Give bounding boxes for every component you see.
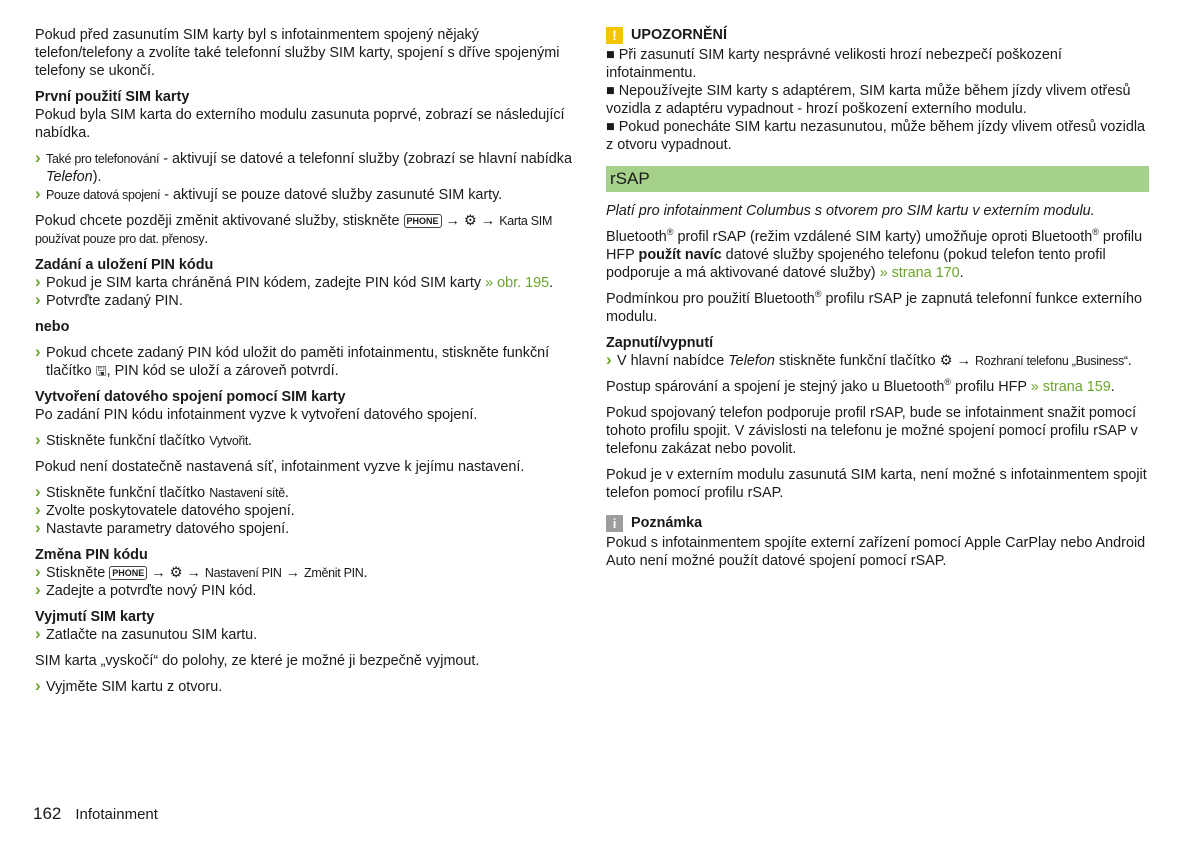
nebo-label: nebo	[35, 319, 70, 335]
phone-key-icon: PHONE	[109, 566, 147, 580]
heading-pin-change: Změna PIN kódu	[35, 547, 148, 563]
paragraph-network: Pokud není dostatečně nastavená síť, infotainment vyzve k jejímu nastavení.	[35, 459, 525, 475]
option-data-only: › Pouze datová spojení - aktivují se pouze datové služby zasunuté SIM karty.	[35, 186, 580, 204]
step-pin-change: › Stiskněte PHONE → ⚙ → Nastavení PIN → Změnit PIN.	[35, 564, 580, 582]
option-phone-and-data: › Také pro telefonování - aktivují se datové a telefonní služby (zobrazí se hlavní nabídka Telefon).	[35, 150, 580, 186]
paragraph-condition: Podmínkou pro použití Bluetooth® profilu rSAP je zapnutá telefonní funkce externího modulu.	[606, 289, 1142, 325]
paragraph-pairing: Postup spárování a spojení je stejný jako u Bluetooth® profilu HFP » strana 159.	[606, 377, 1115, 395]
step-confirm-pin: › Potvrďte zadaný PIN.	[35, 292, 580, 310]
paragraph-disconnect: Pokud před zasunutím SIM karty byl s infotainmentem spojený nějaký telefon/telefony a zvolíte také telefonní služby SIM karty, spojení s dříve spojenými telefony se ukončí.	[35, 27, 560, 79]
left-column	[35, 26, 580, 704]
right-column	[606, 26, 1149, 578]
paragraph-data-connection: Po zadání PIN kódu infotainment vyzve k vytvoření datového spojení.	[35, 407, 478, 423]
figure-link[interactable]: » obr. 195	[485, 275, 550, 291]
section-title-rsap: rSAP	[606, 166, 1149, 192]
intro-text: Platí pro infotainment Columbus s otvorem pro SIM kartu v externím modulu.	[606, 203, 1095, 219]
step-remove-sim: › Vyjměte SIM kartu z otvoru.	[35, 678, 580, 696]
heading-on-off: Zapnutí/vypnutí	[606, 335, 714, 351]
footer-section: Infotainment	[75, 806, 158, 823]
step-enter-pin: › Pokud je SIM karta chráněná PIN kódem, zadejte PIN kód SIM karty » obr. 195.	[35, 274, 580, 292]
warning-item: ■ Pokud ponecháte SIM kartu nezasunutou, může během jízdy vlivem otřesů vozidla z otvoru vypadnout.	[606, 119, 1146, 153]
warning-title: UPOZORNĚNÍ	[631, 27, 727, 43]
heading-pin: Zadání a uložení PIN kódu	[35, 257, 214, 273]
step-parameters: › Nastavte parametry datového spojení.	[35, 520, 580, 538]
paragraph-bluetooth: Bluetooth® profil rSAP (režim vzdálené SIM karty) umožňuje oproti Bluetooth® profilu HFP použít navíc datové služby spojeného telefonu (pokud telefon tento profil podporuje a má aktivované datové služby) » strana 170.	[606, 227, 1143, 281]
page-footer	[33, 805, 158, 824]
option-label: Pouze datová spojení	[46, 188, 161, 202]
step-new-pin: › Zadejte a potvrďte nový PIN kód.	[35, 582, 580, 600]
heading-remove-sim: Vyjmutí SIM karty	[35, 609, 155, 625]
paragraph-sim-inserted: Pokud je v externím modulu zasunutá SIM karta, není možné s infotainmentem spojit telefon pomocí profilu rSAP.	[606, 467, 1147, 501]
info-icon: i	[606, 515, 623, 532]
step-press-sim: › Zatlačte na zasunutou SIM kartu.	[35, 626, 580, 644]
page-link[interactable]: » strana 159	[1030, 379, 1111, 395]
paragraph-first-use: Pokud byla SIM karta do externího modulu zasunuta poprvé, zobrazí se následující nabídka.	[35, 107, 565, 141]
warning-icon: !	[606, 27, 623, 44]
step-network-settings: › Stiskněte funkční tlačítko Nastavení sítě.	[35, 484, 580, 502]
step-provider: › Zvolte poskytovatele datového spojení.	[35, 502, 580, 520]
note-header	[606, 514, 1149, 532]
step-business-interface: › V hlavní nabídce Telefon stiskněte funkční tlačítko ⚙ → Rozhraní telefonu „Business“.	[606, 352, 1149, 370]
option-label: Také pro telefonování	[46, 152, 160, 166]
note-text: Pokud s infotainmentem spojíte externí zařízení pomocí Apple CarPlay nebo Android Auto není možné použít datové spojení pomocí rSAP.	[606, 535, 1146, 569]
heading-data-connection: Vytvoření datového spojení pomocí SIM karty	[35, 389, 346, 405]
paragraph-support: Pokud spojovaný telefon podporuje profil rSAP, bude se infotainment snažit pomocí tohoto profilu spojit. V závislosti na telefonu je možné spojení pomocí profilu rSAP v telefonu zakázat nebo povolit.	[606, 405, 1138, 457]
paragraph-change-services: Pokud chcete později změnit aktivované služby, stiskněte PHONE → ⚙ → Karta SIM používat pouze pro dat. přenosy.	[35, 213, 553, 247]
phone-key-icon: PHONE	[404, 214, 442, 228]
page-link[interactable]: » strana 170	[879, 265, 960, 281]
paragraph-sim-pops: SIM karta „vyskočí“ do polohy, ze které je možné ji bezpečně vyjmout.	[35, 653, 480, 669]
heading-first-use: První použití SIM karty	[35, 89, 190, 105]
page-number: 162	[33, 804, 62, 823]
note-title: Poznámka	[631, 515, 703, 531]
warning-item: ■ Při zasunutí SIM karty nesprávné velikosti hrozí nebezpečí poškození infotainmentu.	[606, 47, 1062, 81]
save-icon: 🖫	[95, 363, 107, 378]
warning-header	[606, 26, 1149, 44]
step-create: › Stiskněte funkční tlačítko Vytvořit.	[35, 432, 580, 450]
warning-item: ■ Nepoužívejte SIM karty s adaptérem, SIM karta může během jízdy vlivem otřesů vozidla z adaptéru vypadnout - hrozí poškození externího modulu.	[606, 83, 1131, 117]
step-save-pin: › Pokud chcete zadaný PIN kód uložit do paměti infotainmentu, stiskněte funkční tlačítko 🖫, PIN kód se uloží a zároveň potvrdí.	[35, 344, 580, 380]
